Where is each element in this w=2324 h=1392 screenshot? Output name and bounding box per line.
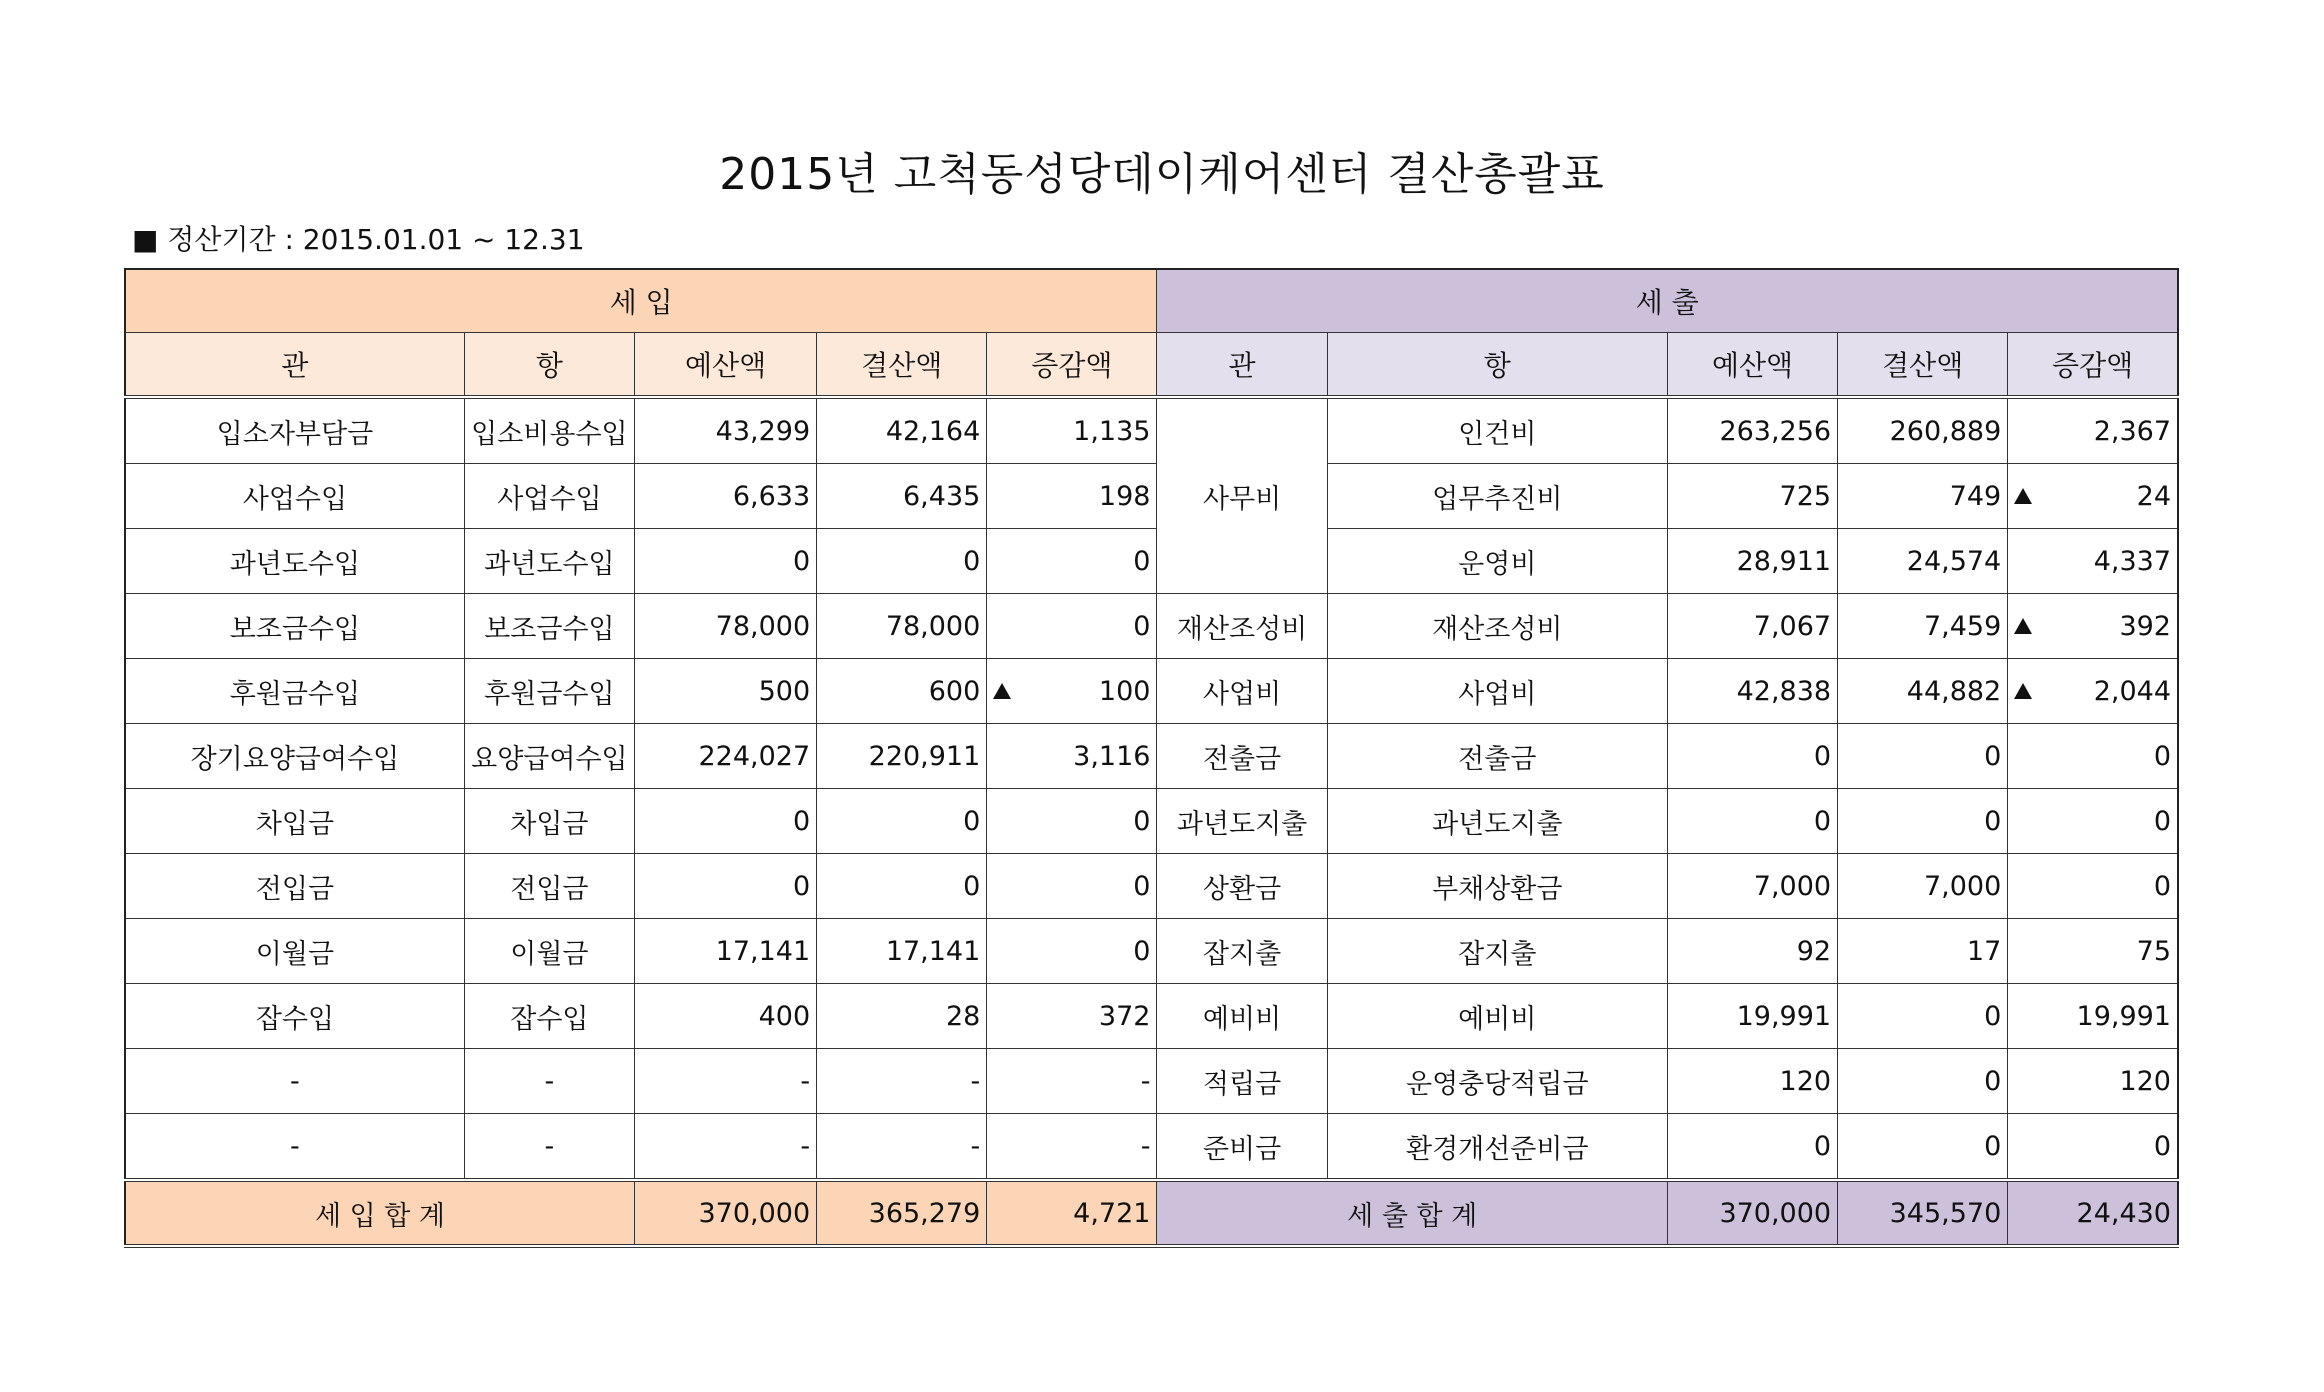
expense-settle: 260,889 — [1838, 397, 2008, 464]
expense-budget: 120 — [1667, 1049, 1837, 1114]
expense-budget: 42,838 — [1667, 659, 1837, 724]
expense-col-diff: 증감액 — [2008, 333, 2178, 398]
expense-gwan: 상환금 — [1157, 854, 1327, 919]
income-budget: 78,000 — [634, 594, 816, 659]
income-section-header: 세 입 — [125, 269, 1157, 333]
expense-section-header: 세 출 — [1157, 269, 2178, 333]
income-budget: 6,633 — [634, 464, 816, 529]
expense-total-label: 세 출 합 계 — [1157, 1180, 1667, 1246]
expense-gwan: 전출금 — [1157, 724, 1327, 789]
income-total-settle: 365,279 — [817, 1180, 987, 1246]
income-gwan: 입소자부담금 — [125, 397, 464, 464]
income-settle: 600 — [817, 659, 987, 724]
income-diff: 0 — [987, 594, 1157, 659]
table-row — [125, 1049, 2178, 1114]
income-budget: 0 — [634, 529, 816, 594]
expense-hang: 부채상환금 — [1327, 854, 1667, 919]
income-total-diff: 4,721 — [987, 1180, 1157, 1246]
expense-settle: 749 — [1838, 464, 2008, 529]
income-hang: 후원금수입 — [464, 659, 634, 724]
income-settle: 0 — [817, 854, 987, 919]
expense-budget: 725 — [1667, 464, 1837, 529]
income-settle: - — [817, 1049, 987, 1114]
expense-settle: 0 — [1838, 984, 2008, 1049]
income-gwan: 과년도수입 — [125, 529, 464, 594]
expense-hang: 사업비 — [1327, 659, 1667, 724]
expense-total-budget: 370,000 — [1667, 1180, 1837, 1246]
income-col-hang: 항 — [464, 333, 634, 398]
income-col-diff: 증감액 — [987, 333, 1157, 398]
income-diff: 0 — [987, 854, 1157, 919]
income-settle: 42,164 — [817, 397, 987, 464]
expense-gwan: 사무비 — [1157, 397, 1327, 594]
expense-budget: 28,911 — [1667, 529, 1837, 594]
expense-total-settle: 345,570 — [1838, 1180, 2008, 1246]
expense-gwan: 잡지출 — [1157, 919, 1327, 984]
table-row — [125, 529, 2178, 594]
table-row — [125, 659, 2178, 724]
expense-settle: 44,882 — [1838, 659, 2008, 724]
expense-diff: 120 — [2008, 1049, 2178, 1114]
table-row — [125, 919, 2178, 984]
expense-settle: 7,000 — [1838, 854, 2008, 919]
income-hang: 잡수입 — [464, 984, 634, 1049]
income-settle: 0 — [817, 529, 987, 594]
income-budget: 224,027 — [634, 724, 816, 789]
income-diff: 3,116 — [987, 724, 1157, 789]
table-row — [125, 1114, 2178, 1181]
income-diff: 0 — [987, 529, 1157, 594]
expense-diff: 0 — [2008, 789, 2178, 854]
diff-value: 2,044 — [2093, 675, 2171, 707]
table-row — [125, 789, 2178, 854]
expense-settle: 0 — [1838, 789, 2008, 854]
expense-gwan: 예비비 — [1157, 984, 1327, 1049]
expense-hang: 재산조성비 — [1327, 594, 1667, 659]
income-gwan: 잡수입 — [125, 984, 464, 1049]
income-budget: - — [634, 1049, 816, 1114]
expense-diff — [2008, 594, 2178, 659]
expense-diff: 75 — [2008, 919, 2178, 984]
expense-diff: 0 — [2008, 854, 2178, 919]
expense-diff — [2008, 659, 2178, 724]
expense-diff: 0 — [2008, 724, 2178, 789]
expense-hang: 인건비 — [1327, 397, 1667, 464]
expense-budget: 0 — [1667, 789, 1837, 854]
expense-diff: 4,337 — [2008, 529, 2178, 594]
table-row — [125, 464, 2178, 529]
expense-hang: 운영비 — [1327, 529, 1667, 594]
expense-settle: 24,574 — [1838, 529, 2008, 594]
income-gwan: 장기요양급여수입 — [125, 724, 464, 789]
income-diff: 372 — [987, 984, 1157, 1049]
expense-gwan: 재산조성비 — [1157, 594, 1327, 659]
settlement-table — [124, 268, 2179, 1248]
income-budget: 400 — [634, 984, 816, 1049]
expense-diff: 19,991 — [2008, 984, 2178, 1049]
income-total-budget: 370,000 — [634, 1180, 816, 1246]
expense-gwan: 적립금 — [1157, 1049, 1327, 1114]
expense-budget: 263,256 — [1667, 397, 1837, 464]
expense-diff: 2,367 — [2008, 397, 2178, 464]
table-row — [125, 984, 2178, 1049]
income-budget: 500 — [634, 659, 816, 724]
expense-settle: 0 — [1838, 1114, 2008, 1181]
income-hang: 차입금 — [464, 789, 634, 854]
income-gwan: 전입금 — [125, 854, 464, 919]
income-budget: 43,299 — [634, 397, 816, 464]
expense-settle: 7,459 — [1838, 594, 2008, 659]
expense-hang: 잡지출 — [1327, 919, 1667, 984]
income-diff — [987, 659, 1157, 724]
expense-hang: 운영충당적립금 — [1327, 1049, 1667, 1114]
income-gwan: 사업수입 — [125, 464, 464, 529]
decrease-triangle-icon — [2014, 618, 2032, 634]
income-hang: 과년도수입 — [464, 529, 634, 594]
income-settle: 28 — [817, 984, 987, 1049]
expense-hang: 업무추진비 — [1327, 464, 1667, 529]
income-hang: 전입금 — [464, 854, 634, 919]
expense-budget: 7,067 — [1667, 594, 1837, 659]
settlement-period: ■ 정산기간 : 2015.01.01 ~ 12.31 — [132, 223, 585, 256]
income-gwan: - — [125, 1114, 464, 1181]
expense-budget: 7,000 — [1667, 854, 1837, 919]
income-gwan: - — [125, 1049, 464, 1114]
income-hang: 이월금 — [464, 919, 634, 984]
decrease-triangle-icon — [993, 683, 1011, 699]
expense-budget: 0 — [1667, 724, 1837, 789]
expense-col-hang: 항 — [1327, 333, 1667, 398]
income-hang: - — [464, 1114, 634, 1181]
income-settle: 220,911 — [817, 724, 987, 789]
table-row — [125, 724, 2178, 789]
income-settle: - — [817, 1114, 987, 1181]
expense-settle: 0 — [1838, 1049, 2008, 1114]
expense-hang: 예비비 — [1327, 984, 1667, 1049]
decrease-triangle-icon — [2014, 488, 2032, 504]
income-hang: 사업수입 — [464, 464, 634, 529]
income-diff: - — [987, 1049, 1157, 1114]
income-budget: 0 — [634, 789, 816, 854]
income-col-settle: 결산액 — [817, 333, 987, 398]
income-settle: 17,141 — [817, 919, 987, 984]
expense-budget: 19,991 — [1667, 984, 1837, 1049]
income-diff: 1,135 — [987, 397, 1157, 464]
income-budget: 17,141 — [634, 919, 816, 984]
income-diff: 0 — [987, 919, 1157, 984]
decrease-triangle-icon — [2014, 683, 2032, 699]
income-settle: 6,435 — [817, 464, 987, 529]
income-gwan: 이월금 — [125, 919, 464, 984]
expense-settle: 17 — [1838, 919, 2008, 984]
income-diff: - — [987, 1114, 1157, 1181]
expense-hang: 전출금 — [1327, 724, 1667, 789]
income-settle: 78,000 — [817, 594, 987, 659]
income-diff: 0 — [987, 789, 1157, 854]
expense-budget: 0 — [1667, 1114, 1837, 1181]
expense-total-diff: 24,430 — [2008, 1180, 2178, 1246]
table-row — [125, 397, 2178, 464]
table-row — [125, 594, 2178, 659]
income-budget: - — [634, 1114, 816, 1181]
income-hang: 요양급여수입 — [464, 724, 634, 789]
expense-gwan: 사업비 — [1157, 659, 1327, 724]
expense-hang: 환경개선준비금 — [1327, 1114, 1667, 1181]
diff-value: 100 — [1098, 675, 1151, 707]
income-gwan: 후원금수입 — [125, 659, 464, 724]
income-diff: 198 — [987, 464, 1157, 529]
total-row — [125, 1180, 2178, 1246]
income-hang: 입소비용수입 — [464, 397, 634, 464]
expense-col-settle: 결산액 — [1838, 333, 2008, 398]
income-settle: 0 — [817, 789, 987, 854]
expense-budget: 92 — [1667, 919, 1837, 984]
expense-gwan: 준비금 — [1157, 1114, 1327, 1181]
diff-value: 24 — [2136, 480, 2171, 512]
diff-value: 392 — [2119, 610, 2171, 642]
income-col-budget: 예산액 — [634, 333, 816, 398]
expense-hang: 과년도지출 — [1327, 789, 1667, 854]
income-total-label: 세 입 합 계 — [125, 1180, 634, 1246]
income-budget: 0 — [634, 854, 816, 919]
page-title: 2015년 고척동성당데이케어센터 결산총괄표 — [719, 149, 1605, 200]
income-gwan: 보조금수입 — [125, 594, 464, 659]
income-hang: - — [464, 1049, 634, 1114]
income-gwan: 차입금 — [125, 789, 464, 854]
expense-diff: 0 — [2008, 1114, 2178, 1181]
income-hang: 보조금수입 — [464, 594, 634, 659]
expense-gwan: 과년도지출 — [1157, 789, 1327, 854]
expense-diff — [2008, 464, 2178, 529]
expense-col-gwan: 관 — [1157, 333, 1327, 398]
table-row — [125, 854, 2178, 919]
income-col-gwan: 관 — [125, 333, 464, 398]
expense-col-budget: 예산액 — [1667, 333, 1837, 398]
expense-settle: 0 — [1838, 724, 2008, 789]
